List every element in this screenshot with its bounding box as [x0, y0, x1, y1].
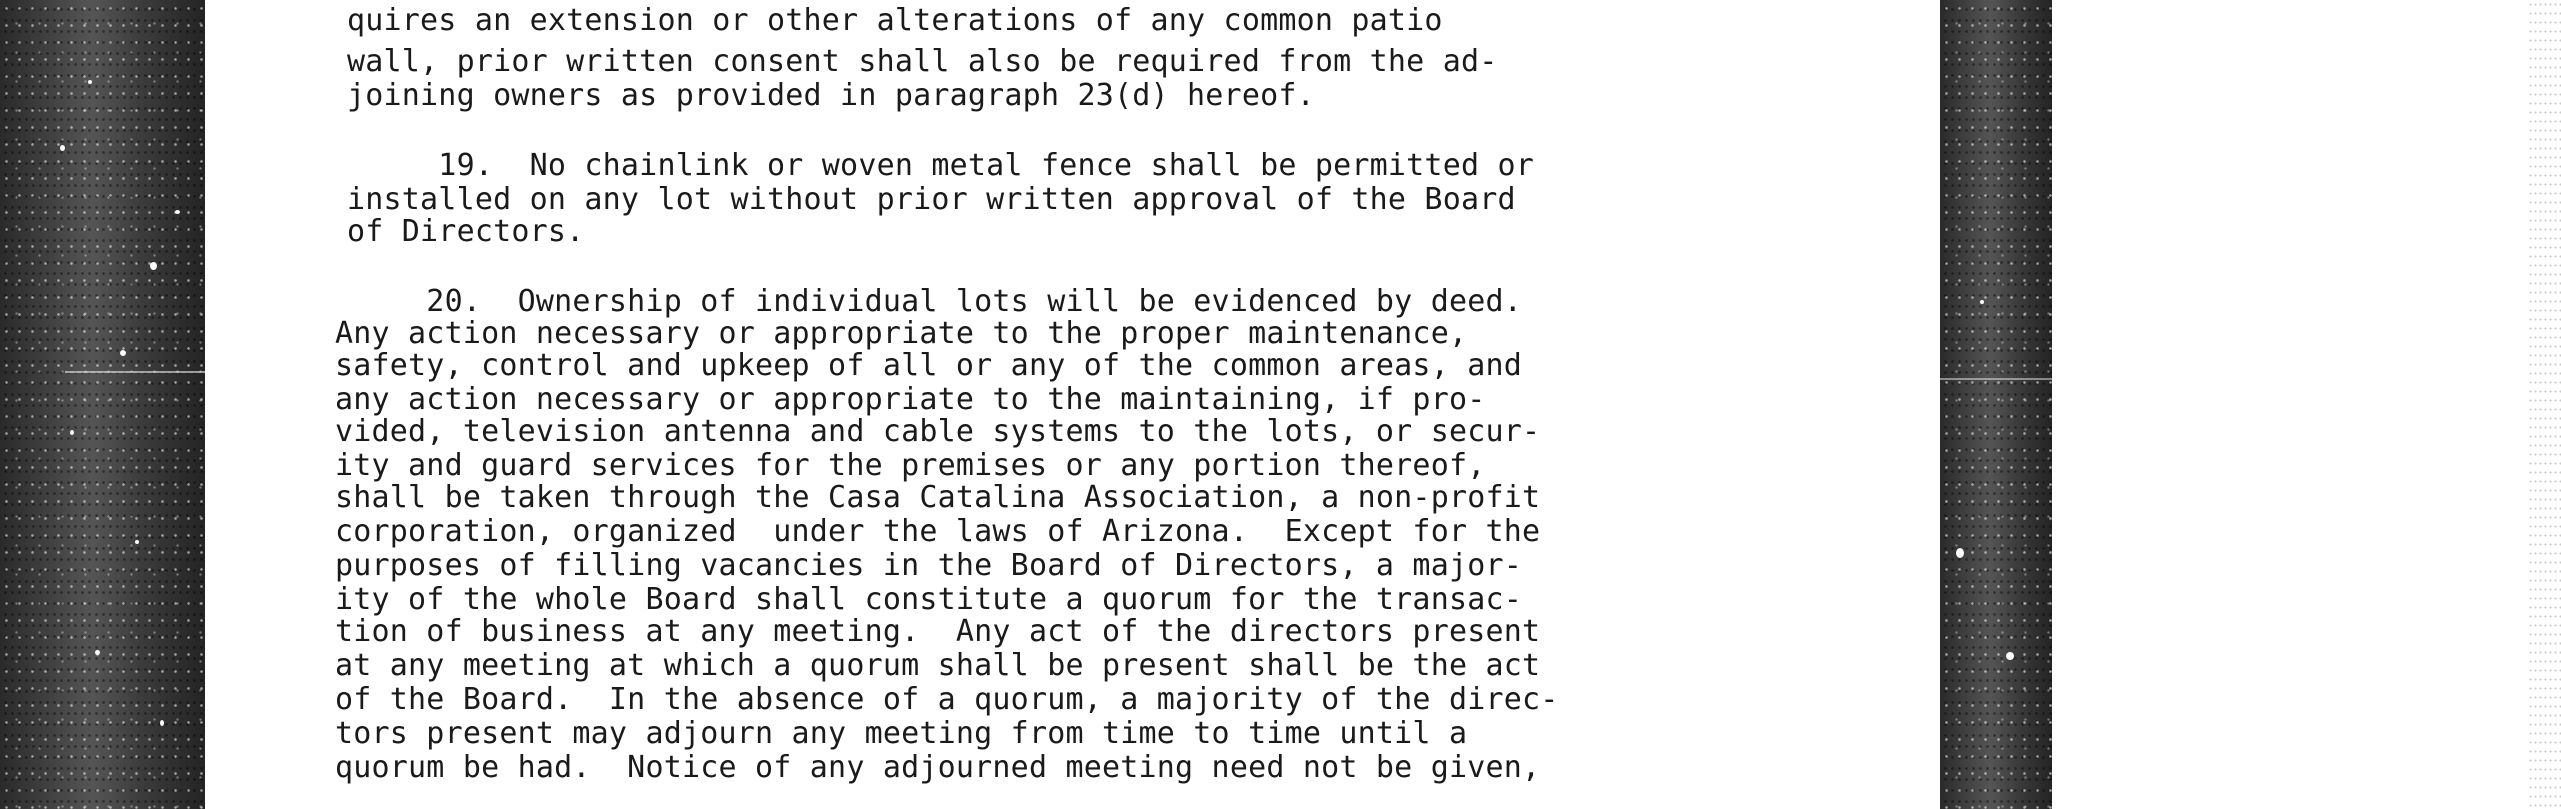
document-line: safety, control and upkeep of all or any of the common areas, and — [335, 348, 1522, 383]
document-line: tors present may adjourn any meeting from time to time until a — [335, 716, 1468, 751]
document-line: tion of business at any meeting. Any act of the directors present — [335, 614, 1541, 649]
document-line: quorum be had. Notice of any adjourned meeting need not be given, — [335, 750, 1541, 785]
scan-speck — [120, 350, 126, 356]
document-line: any action necessary or appropriate to the maintaining, if pro- — [335, 382, 1486, 417]
scan-speck — [160, 720, 164, 726]
scan-far-right-edge — [2528, 0, 2561, 809]
document-line: ity and guard services for the premises or any portion thereof, — [335, 448, 1486, 483]
document-line: Any action necessary or appropriate to the proper maintenance, — [335, 316, 1468, 351]
document-line: wall, prior written consent shall also be required from the ad- — [347, 44, 1498, 79]
document-line: joining owners as provided in paragraph 23(d) hereof. — [347, 78, 1315, 113]
scan-speck — [1980, 300, 1984, 304]
scan-speck — [70, 430, 74, 435]
scan-speck — [60, 145, 65, 151]
scan-speck — [1956, 548, 1964, 558]
scan-speck — [88, 80, 92, 84]
document-line: at any meeting at which a quorum shall be present shall be the act — [335, 648, 1541, 683]
scan-speck — [150, 262, 157, 270]
document-line: 19. No chainlink or woven metal fence shall be permitted or — [347, 148, 1534, 183]
document-line: of the Board. In the absence of a quorum, a majority of the direc- — [335, 682, 1559, 717]
scan-speck — [2006, 652, 2014, 660]
document-line: quires an extension or other alterations of any common patio — [347, 3, 1443, 38]
scan-speck — [135, 540, 139, 544]
document-line: installed on any lot without prior written approval of the Board — [347, 182, 1516, 217]
document-line: ity of the whole Board shall constitute a quorum for the transac- — [335, 582, 1522, 617]
scan-right-margin-noise — [1940, 0, 2052, 809]
document-line: of Directors. — [347, 214, 585, 249]
scan-left-margin-noise — [0, 0, 205, 809]
document-line: 20. Ownership of individual lots will be evidenced by deed. — [335, 284, 1522, 319]
document-line: corporation, organized under the laws of Arizona. Except for the — [335, 514, 1541, 549]
scan-speck — [175, 210, 180, 214]
document-line: shall be taken through the Casa Catalina Association, a non-profit — [335, 480, 1541, 515]
document-line: vided, television antenna and cable systems to the lots, or secur- — [335, 414, 1541, 449]
document-line: purposes of filling vacancies in the Board of Directors, a major- — [335, 548, 1522, 583]
scan-speck — [95, 650, 100, 655]
